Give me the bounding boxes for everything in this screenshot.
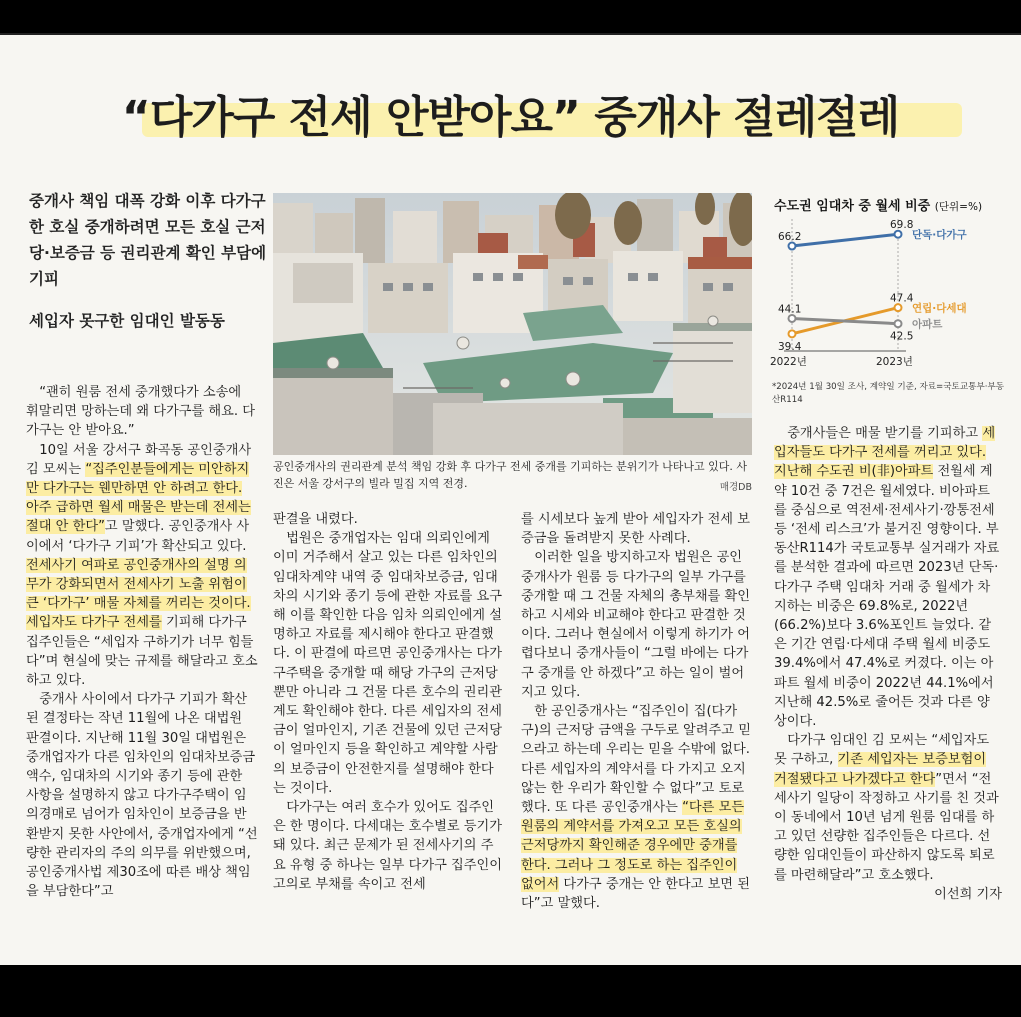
newspaper-page <box>0 33 1021 965</box>
x-tick-0: 2022년 <box>770 356 807 368</box>
col3-p3-b: 다가구 중개는 안 한다고 보면 된다”고 말했다. <box>521 876 750 912</box>
col4-p2-highlight: 기존 세입자는 보증보험이 거절됐다고 나가겠다고 한다 <box>774 752 987 787</box>
chart-title <box>774 195 982 214</box>
col1-p1: “괜히 원룸 전세 중개했다가 소송에 휘말리면 망하는데 왜 다가구를 해요. 다가구는 안 받아요.” <box>26 385 255 439</box>
data-point-0-1 <box>895 231 902 238</box>
top-rule <box>0 33 1021 35</box>
photo-caption: 공인중개사의 권리관계 분석 책임 강화 후 다가구 전세 중개를 기피하는 분위기가 나타나고 있다. 사진은 서울 강서구의 빌라 밀집 지역 전경. <box>273 460 747 490</box>
data-point-1-1 <box>895 304 902 311</box>
data-label-1-1: 47.4 <box>890 292 914 305</box>
data-label-0-1: 69.8 <box>890 219 914 232</box>
column-3 <box>521 510 753 913</box>
series-line-0 <box>792 234 898 246</box>
col4-p2 <box>774 731 1002 885</box>
x-tick-1: 2023년 <box>876 356 913 368</box>
col3-p3 <box>521 702 753 913</box>
col4-p1 <box>774 424 1002 731</box>
col3-p2: 이러한 일을 방지하고자 법원은 공인중개사가 원룸 등 다가구의 일부 가구를 중개할 때 그 건물 자체의 총부채를 확인하고 시세와 비교해야 한다고 판결한 것이다. 그러나 현실에서 이렇게 하기가 어렵다보니 중개사들이 “그럴 바에는 다가구 중개를 안 하겠다”고 하는 일이 벌어지고 있다. <box>521 550 750 700</box>
data-label-2-1: 42.5 <box>890 330 914 343</box>
col1-p2-highlight2: 전세사기 여파로 공인중개사의 설명 의무가 강화되면서 전세사기 노출 위험이 큰 ‘다가구’ 매물 자체를 꺼리는 것이다. 세입자도 다가구 전세를 <box>26 557 251 631</box>
col3-p3-highlight: “다른 모든 원룸의 계약서를 가져오고 모든 호실의 근저당까지 확인해준 경우에만 중개를 한다. 그러나 그 정도로 하는 집주인이 없어서 <box>521 800 745 892</box>
col2-p1: 판결을 내렸다. <box>273 512 358 527</box>
headline: “다가구 전세 안받아요” 중개사 절레절레 <box>121 92 900 143</box>
col1-p3: 중개사 사이에서 다가구 기피가 확산된 결정타는 작년 11월에 나온 대법원 판결이다. 지난해 11월 30일 대법원은 중개업자가 다른 임차인의 임대차보증금 액수, 임대차의 시기와 종기 등에 관한 사항을 설명하지 않고 다가구주택이 임의경매로 넘어가 임차인이 보증금을 반환받지 못한 사안에서, 중개업자에게 “선량한 관리자의 주의 의무를 위반했으며, 공인중개사법 제30조에 따른 배상 책임을 부담한다”고 <box>26 692 258 900</box>
rooftops-photo <box>273 193 752 455</box>
data-label-2-0: 44.1 <box>778 303 802 316</box>
column-2 <box>273 510 505 894</box>
data-point-2-1 <box>895 320 902 327</box>
col4-p2-b: ”면서 “전세사기 일당이 작정하고 사기를 친 것과 이 동네에서 10년 넘게 원룸 임대를 하고 있던 선량한 집주인들은 다르다. 선량한 임대인들이 파산하지 않도록 퇴로를 마련해달라”고 호소했다. <box>774 771 999 883</box>
subhead-main: 중개사 책임 대폭 강화 이후 다가구 한 호실 중개하려면 모든 호실 근저당·보증금 등 권리관계 확인 부담에 기피 <box>29 192 267 288</box>
data-point-0-0 <box>789 243 796 250</box>
legend-1: 연립·다세대 <box>912 302 967 315</box>
chart-unit: (단위=%) <box>934 201 983 213</box>
col4-p1-b: 전월세 계약 10건 중 7건은 월세였다. 비아파트를 중심으로 역전세·전세사기·깡통전세 등 ‘전세 리스크’가 불거진 영향이다. 부동산R114가 국토교통부 실거래가 자료를 분석한 결과에 따르면 2023년 단독·다가구 주택 임대차 거래 중 월세가 차지하는 비중은 69.8%로, 2022년(66.2%)보다 3.6%포인트 늘었다. 같은 기간 연립·다세대 주택 월세 비중도 39.4%에서 47.4%로 커졌다. 이는 아파트 월세 비중이 2022년 44.1%에서 지난해 42.5%로 줄어든 것과 다른 양상이다. <box>774 464 1000 730</box>
col1-p2 <box>26 441 258 691</box>
chart-title-text: 수도권 임대차 중 월세 비중 <box>774 199 931 214</box>
subheads <box>29 188 269 334</box>
byline: 이선희 기자 <box>934 886 1002 902</box>
line-chart <box>770 215 1010 385</box>
col3-p3-a: 한 공인중개사는 “집주인이 집(다가구)의 근저당 금액을 구두로 알려주고 믿으라고 하는데 우리는 믿을 수밖에 없다. 다른 세입자의 계약서를 다 가지고 오지 않는 한 우리가 확인할 수 없다”고 토로했다. 또 다른 공인중개사는 <box>521 704 751 816</box>
col1-p2-a: 10일 서울 강서구 화곡동 공인중개사 김 모씨는 <box>26 442 252 477</box>
col3-p1: 를 시세보다 높게 받아 세입자가 전세 보증금을 돌려받지 못한 사례다. <box>521 512 750 547</box>
column-4 <box>774 424 1002 904</box>
col2-p3: 다가구는 여러 호수가 있어도 집주인은 한 명이다. 다세대는 호수별로 등기가 돼 있다. 최근 문제가 된 전세사기의 주요 유형 중 하나는 일부 다가구 집주인이 고의로 부채를 속이고 전세 <box>273 800 502 892</box>
col1-p2-c: 기피해 다가구 집주인들은 “세입자 구하기가 너무 힘들다”며 현실에 맞는 규제를 해달라고 호소하고 있다. <box>26 615 258 689</box>
col1-p2-highlight: “집주인분들에게는 미안하지만 다가구는 웬만하면 안 하려고 한다. 아주 급하면 월세 매물은 받는데 전세는 절대 안 한다” <box>26 461 251 535</box>
subhead-secondary: 세입자 못구한 임대인 발동동 <box>29 312 225 330</box>
legend-0: 단독·다가구 <box>912 229 967 242</box>
article-photo <box>273 193 752 455</box>
col4-p1-a: 중개사들은 매물 받기를 기피하고 <box>787 426 983 441</box>
col1-p2-b: 고 말했다. 공인중개사 사이에서 ‘다가구 기피’가 확산되고 있다. <box>26 519 250 554</box>
photo-credit: 매경DB <box>719 482 752 493</box>
data-label-1-0: 39.4 <box>778 340 802 353</box>
col2-p2: 법원은 중개업자는 임대 의뢰인에게 이미 거주해서 살고 있는 다른 임차인의 임대차계약 내역 중 임대차보증금, 임대차의 시기와 종기 등에 관한 자료를 요구해 이를 확인한 다음 임차 의뢰인에게 설명하고 자료를 제시해야 한다고 판결했다. 이 판결에 따르면 공인중개사는 다가구주택을 중개할 때 해당 가구의 근저당뿐만 아니라 그 건물 다른 호수의 권리관계도 확인해야 한다. 다른 세입자의 전세금이 얼마인지, 기존 건물에 있던 근저당이 얼마인지 등을 확인하고 계약할 사람의 보증금이 안전한지를 설명해야 한다는 것이다. <box>273 531 502 796</box>
col4-p2-a: 다가구 임대인 김 모씨는 “세입자도 못 구하고, <box>774 733 990 768</box>
column-1 <box>26 383 258 901</box>
data-label-0-0: 66.2 <box>778 231 802 244</box>
chart-box <box>770 193 1010 418</box>
data-point-2-0 <box>789 315 796 322</box>
col4-p1-highlight: 세입자들도 다가구 전세를 꺼리고 있다. 지난해 수도권 비(非)아파트 <box>774 426 996 480</box>
chart-note: *2024년 1월 30일 조사, 계약일 기준, 자료=국토교통부·부동산R114 <box>772 382 1005 405</box>
data-point-1-0 <box>789 330 796 337</box>
legend-2: 아파트 <box>912 318 943 331</box>
